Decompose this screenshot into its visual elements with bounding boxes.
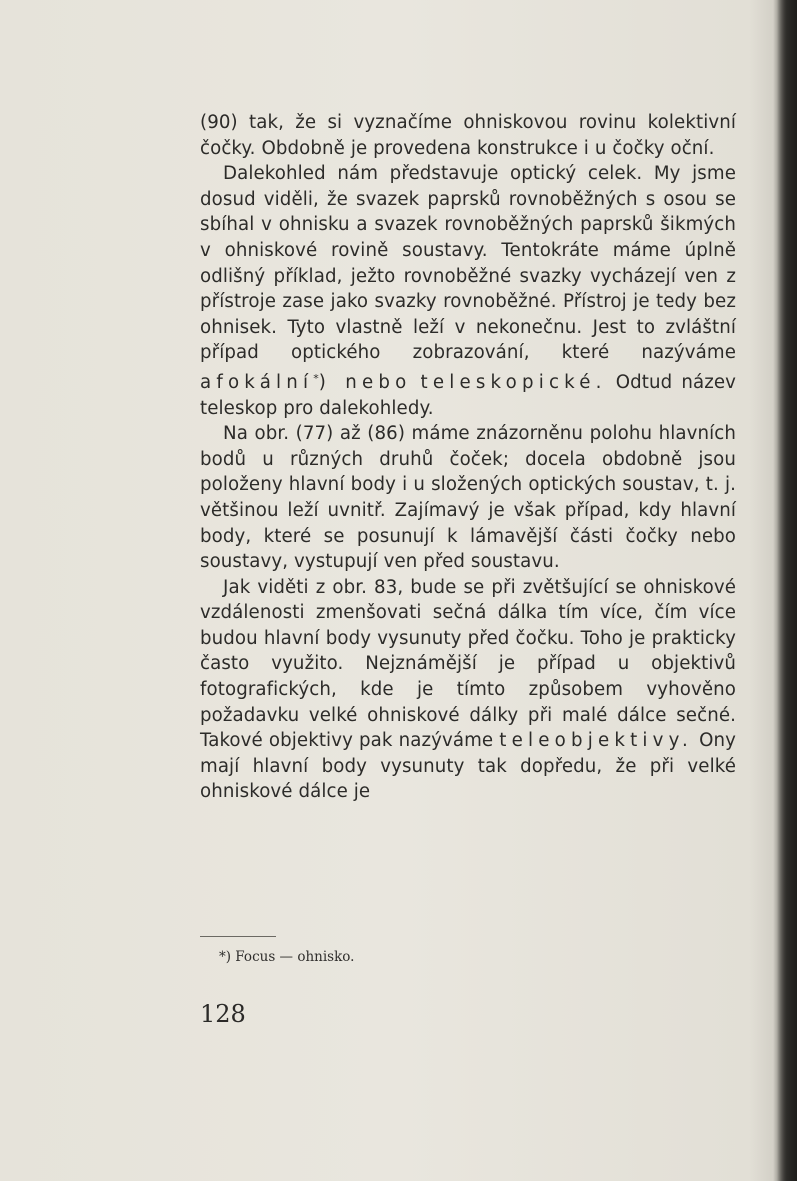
- paragraph-text: Na obr. (77) až (86) máme znázorněnu polohu hlavních bodů u různých druhů čoček; docela obdobně jsou položeny hlavní body i u složených optických soustav, t. j. většinou leží uvnitř. Zajímavý je však případ, kdy hlavní body, které se posunují k lámavější části čočky nebo soustavy, vystupují ven před soustavu.: [200, 423, 736, 573]
- body-text: [200, 110, 736, 805]
- emphasized-term-telephoto: teleobjektivy.: [499, 730, 693, 752]
- footnote-divider: [200, 936, 276, 937]
- paragraph-continuation: [200, 110, 736, 161]
- paragraph-telephoto: [200, 575, 736, 805]
- emphasized-term-telescopic: teleskopické.: [420, 371, 607, 393]
- emphasized-term-afocal: afokální: [200, 371, 314, 393]
- paragraph-text: Jak viděti z obr. 83, bude se při zvětšující se ohniskové vzdálenosti zmenšovati sečná dálka tím více, čím více budou hlavní body vysunuty před čočku. Toho je prakticky často využito. Nejznámější je případ u objektivů fotografických, kde je tímto způsobem vyhověno požadavku velké ohniskové dálky při malé dálce sečné. Takové objektivy pak nazýváme: [200, 576, 736, 752]
- page-number: 128: [200, 1000, 246, 1028]
- paragraph-text: (90) tak, že si vyznačíme ohniskovou rovinu kolektivní čočky. Obdobně je provedena konstrukce i u čočky oční.: [200, 112, 736, 159]
- footnote: *) Focus — ohnisko.: [219, 949, 355, 965]
- footnote-marker: *: [313, 371, 319, 385]
- paragraph-text: ) nebo: [318, 371, 412, 393]
- paragraph-text: Dalekohled nám představuje optický celek. My jsme dosud viděli, že svazek paprsků rovnoběžných s osou se sbíhal v ohnisku a svazek rovnoběžných paprsků šikmých v ohniskové rovině soustavy. Tentokráte máme úplně odlišný příklad, ježto rovnoběžné svazky vycházejí ven z přístroje zase jako svazky rovnoběžné. Přístroj je tedy bez ohnisek. Tyto vlastně leží v nekonečnu. Jest to zvláštní případ optického zobrazování, které nazýváme: [200, 163, 736, 364]
- paragraph-text: Odtud název teleskop pro dalekohledy.: [200, 371, 737, 419]
- paragraph-text: Ony mají hlavní body vysunuty tak dopředu, že při velké ohniskové dálce je: [200, 730, 736, 803]
- paragraph-telescope: [200, 161, 736, 421]
- paragraph-principal-points: [200, 421, 736, 575]
